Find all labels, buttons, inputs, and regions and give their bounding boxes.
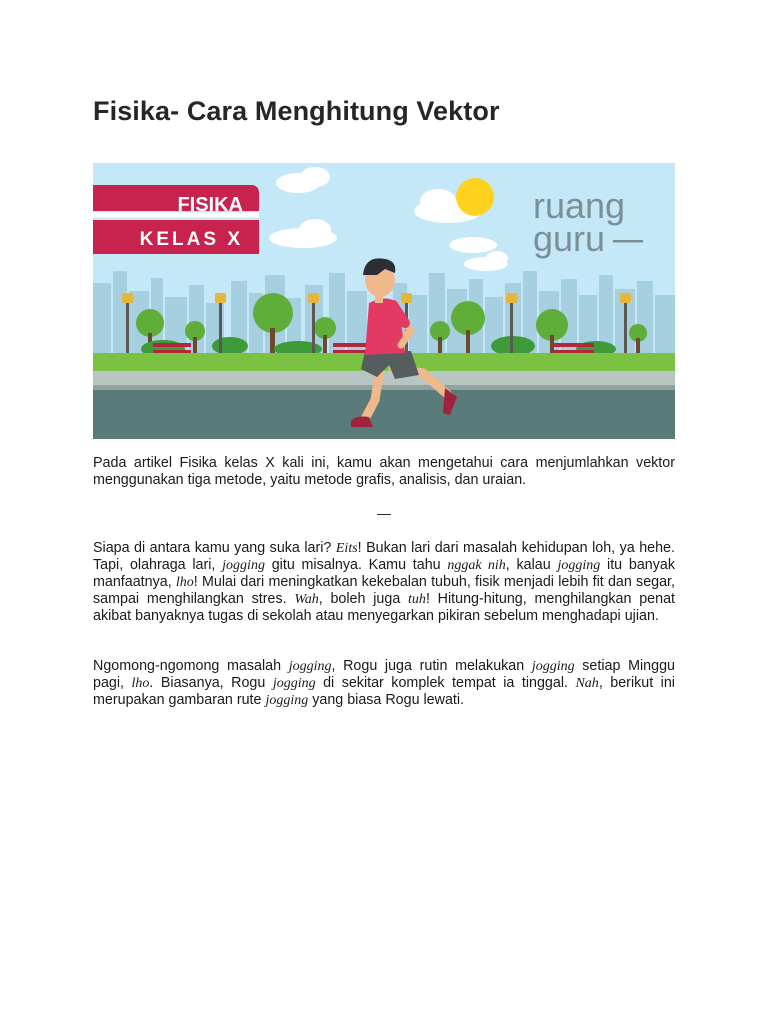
svg-text:ruang: ruang bbox=[533, 185, 626, 226]
badge-subject: FISIKA bbox=[177, 194, 243, 216]
badge-class: KELAS X bbox=[139, 229, 243, 250]
intro-paragraph: Pada artikel Fisika kelas X kali ini, kamu akan mengetahui cara menjumlahkan vektor menggunakan tiga metode, yaitu metode grafis, analisis, dan uraian. bbox=[93, 455, 675, 488]
page-title: Fisika- Cara Menghitung Vektor bbox=[93, 96, 500, 126]
banner-illustration bbox=[93, 163, 675, 439]
sun-icon bbox=[456, 178, 494, 216]
section-separator: — bbox=[377, 505, 391, 521]
paragraph-2: Ngomong-ngomong masalah jogging, Rogu juga rutin melakukan jogging setiap Minggu pagi, lho. Biasanya, Rogu jogging di sekitar komplek tempat ia tinggal. Nah, berikut ini merupakan gambaran rute jogging yang biasa Rogu lewati. bbox=[93, 658, 675, 708]
article-banner-image bbox=[93, 163, 675, 439]
road bbox=[93, 390, 675, 439]
sidewalk bbox=[93, 371, 675, 385]
svg-text:guru: guru bbox=[533, 218, 606, 259]
paragraph-1: Siapa di antara kamu yang suka lari? Eits! Bukan lari dari masalah kehidupan loh, ya hehe. Tapi, olahraga lari, jogging gitu misalnya. Kamu tahu nggak nih, kalau jogging itu banyak manfaatnya, lho! Mulai dari meningkatkan kekebalan tubuh, fisik menjadi lebih fit dan segar, sampai menghilangkan stres. Wah, boleh juga tuh! Hitung-hitung, menghilangkan penat akibat banyaknya tugas di sekolah atau menyegarkan pikiran sebelum menghadapi ujian. bbox=[93, 540, 675, 624]
